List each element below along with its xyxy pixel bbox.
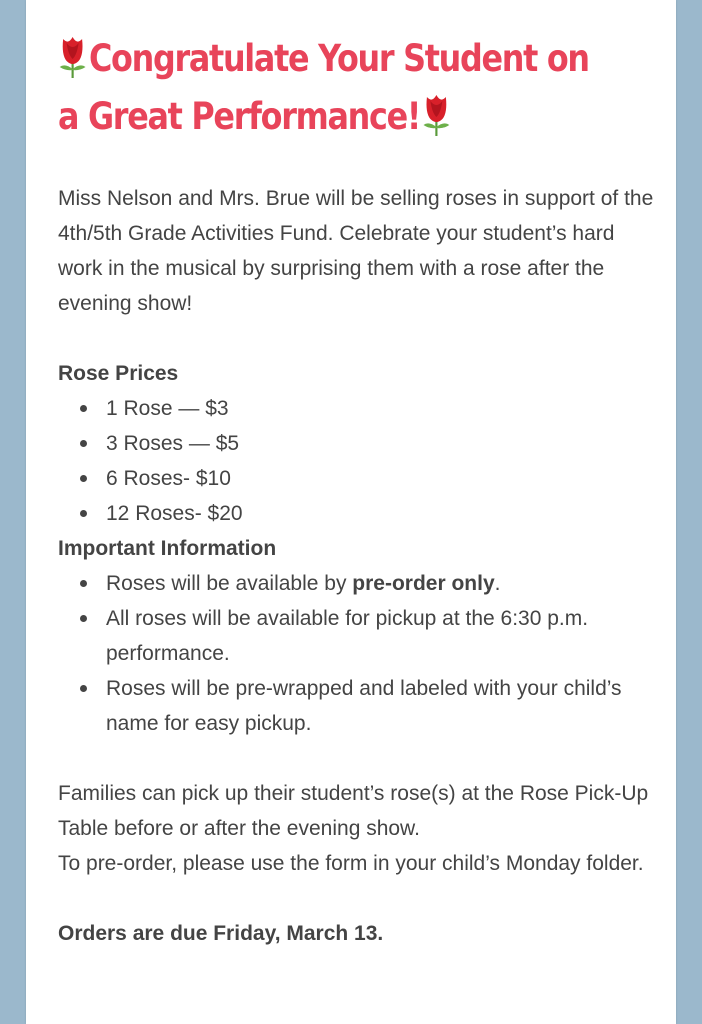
page-title — [58, 30, 660, 146]
preorder-paragraph: To pre-order, please use the form in your child’s Monday folder. — [58, 852, 644, 875]
info-list — [58, 566, 658, 741]
price-item: 12 Roses- $20 — [106, 496, 658, 531]
rose-icon — [422, 91, 451, 137]
important-info-heading: Important Information — [58, 537, 277, 560]
price-list — [58, 391, 658, 531]
price-item: 3 Roses — $5 — [106, 426, 658, 461]
title-line-2: a Great Performance! — [58, 88, 660, 146]
info-item: Roses will be available by pre-order only. — [106, 566, 658, 601]
announcement-body — [58, 181, 658, 951]
due-date-notice: Orders are due Friday, March 13. — [58, 922, 384, 945]
price-item: 1 Rose — $3 — [106, 391, 658, 426]
info-item: Roses will be pre-wrapped and labeled with your child’s name for easy pickup. — [106, 671, 658, 741]
info-item: All roses will be available for pickup at the 6:30 p.m. performance. — [106, 601, 658, 671]
rose-prices-heading: Rose Prices — [58, 362, 179, 385]
rose-icon — [58, 33, 87, 79]
title-line-1: Congratulate Your Student on — [58, 30, 660, 88]
price-item: 6 Roses- $10 — [106, 461, 658, 496]
intro-paragraph: Miss Nelson and Mrs. Brue will be selling roses in support of the 4th/5th Grade Activities Fund. Celebrate your student’s hard work in the musical by surprising them with a rose after the evening show! — [58, 187, 654, 315]
pickup-paragraph: Families can pick up their student’s rose(s) at the Rose Pick-Up Table before or after the evening show. — [58, 782, 649, 840]
announcement-card — [26, 0, 676, 1024]
